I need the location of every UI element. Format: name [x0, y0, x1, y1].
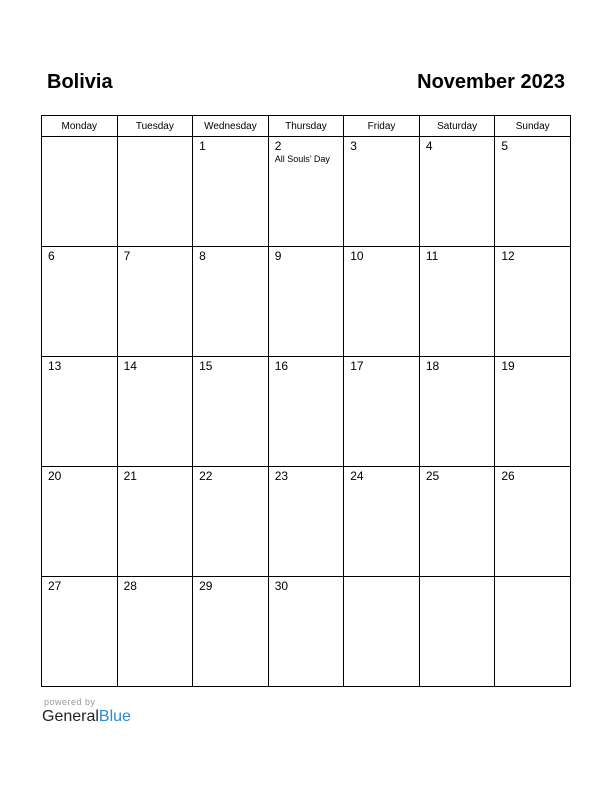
weekday-saturday: Saturday — [419, 116, 495, 137]
day-number: 23 — [274, 469, 289, 483]
day-cell — [419, 137, 495, 247]
day-number: 19 — [501, 359, 515, 373]
weekday-header-row — [42, 116, 571, 137]
brand-general: General — [42, 708, 99, 725]
day-number: 17 — [350, 359, 364, 373]
day-cell — [193, 247, 269, 357]
day-cell — [42, 137, 118, 247]
day-number: 30 — [274, 579, 289, 593]
day-cell — [193, 577, 269, 687]
day-cell — [117, 247, 193, 357]
day-cell — [268, 357, 344, 467]
day-cell — [495, 137, 571, 247]
day-number: 18 — [425, 359, 440, 373]
weekday-wednesday: Wednesday — [193, 116, 269, 137]
week-row — [42, 357, 571, 467]
holiday-label: All Souls’ Day — [274, 154, 330, 164]
calendar-grid — [41, 115, 571, 687]
day-cell — [344, 357, 420, 467]
day-number — [420, 577, 495, 580]
day-number: 1 — [199, 139, 206, 153]
powered-by-label: powered by — [44, 697, 96, 707]
day-cell — [193, 357, 269, 467]
day-cell — [344, 577, 420, 687]
day-number — [344, 577, 419, 580]
brand-blue: Blue — [98, 708, 131, 725]
day-cell — [268, 577, 344, 687]
day-cell — [193, 137, 269, 247]
week-row — [42, 467, 571, 577]
day-number: 26 — [501, 469, 515, 483]
day-number: 7 — [123, 249, 131, 263]
day-cell — [344, 247, 420, 357]
day-number: 20 — [48, 469, 62, 483]
day-cell — [42, 247, 118, 357]
day-cell — [419, 577, 495, 687]
day-cell — [495, 577, 571, 687]
day-number: 16 — [274, 359, 289, 373]
day-cell — [117, 137, 193, 247]
day-number: 13 — [48, 359, 62, 373]
day-cell — [419, 467, 495, 577]
day-number: 28 — [123, 579, 137, 593]
day-number: 10 — [350, 249, 364, 263]
day-cell — [268, 137, 344, 247]
day-cell — [117, 467, 193, 577]
month-title: November 2023 — [417, 71, 565, 93]
day-number: 11 — [425, 249, 439, 263]
day-cell — [495, 357, 571, 467]
weekday-friday: Friday — [344, 116, 420, 137]
day-number — [118, 137, 193, 140]
weekday-thursday: Thursday — [268, 116, 344, 137]
day-number: 27 — [48, 579, 62, 593]
day-number: 6 — [48, 249, 55, 263]
week-row — [42, 577, 571, 687]
week-row — [42, 137, 571, 247]
day-cell — [344, 137, 420, 247]
day-number — [495, 577, 570, 580]
day-number: 21 — [123, 469, 137, 483]
day-cell — [495, 467, 571, 577]
day-number: 9 — [274, 249, 282, 263]
day-number: 22 — [199, 469, 213, 483]
day-number: 5 — [501, 139, 509, 153]
day-cell — [117, 577, 193, 687]
day-number: 24 — [350, 469, 364, 483]
day-number: 3 — [350, 139, 357, 153]
day-number — [42, 137, 117, 140]
day-cell — [344, 467, 420, 577]
weekday-monday: Monday — [42, 116, 118, 137]
day-number: 4 — [425, 139, 433, 153]
week-row — [42, 247, 571, 357]
day-cell — [42, 577, 118, 687]
day-cell — [419, 247, 495, 357]
day-number: 12 — [501, 249, 515, 263]
day-number: 15 — [199, 359, 213, 373]
day-cell — [268, 247, 344, 357]
country-title: Bolivia — [47, 71, 113, 93]
day-cell — [495, 247, 571, 357]
day-number: 8 — [199, 249, 206, 263]
day-cell — [268, 467, 344, 577]
day-cell — [117, 357, 193, 467]
weekday-tuesday: Tuesday — [117, 116, 193, 137]
day-cell — [419, 357, 495, 467]
brand-logo[interactable] — [42, 708, 131, 726]
day-number: 29 — [199, 579, 213, 593]
day-cell — [42, 467, 118, 577]
day-number: 2 — [274, 139, 282, 153]
weekday-sunday: Sunday — [495, 116, 571, 137]
day-cell — [193, 467, 269, 577]
day-number: 14 — [123, 359, 137, 373]
day-cell — [42, 357, 118, 467]
day-number: 25 — [425, 469, 440, 483]
